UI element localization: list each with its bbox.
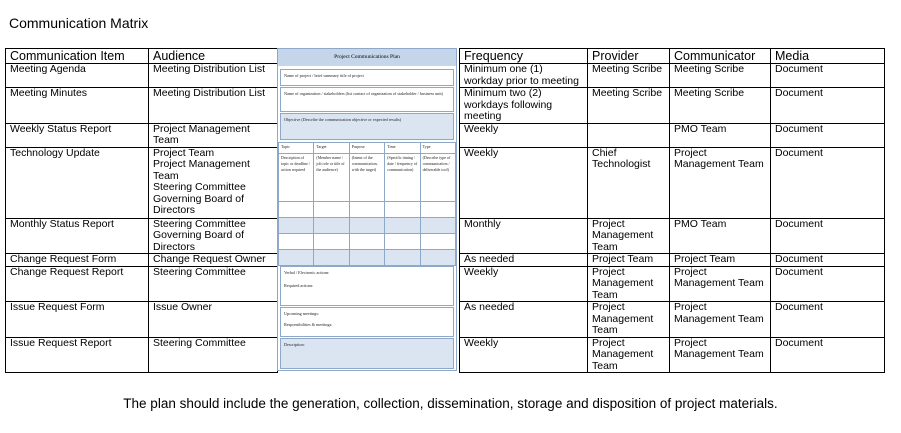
thumbnail-box: Objective (Describe the communication objective or expected results) [280,113,454,140]
cell-audience: Steering Committee [149,266,278,302]
page-title: Communication Matrix [9,15,149,31]
cell-media: Document [771,266,885,302]
cell-audience: Steering Committee Governing Board of Directors [149,218,278,254]
cell-frequency: Minimum two (2) workdays following meeting [460,88,588,124]
cell-audience: Meeting Distribution List [149,64,278,88]
cell-item: Change Request Form [6,254,149,267]
thumbnail-grid-cell: (Member name / job role or title of the audience) [314,154,349,202]
thumbnail-text: Upcoming meetings: [284,311,320,316]
cell-media: Document [771,254,885,267]
cell-audience: Project Management Team [149,123,278,147]
cell-communicator: Project Management Team [670,337,771,373]
cell-item: Issue Request Report [6,337,149,373]
cell-frequency: Monthly [460,218,588,254]
cell-communicator: Project Team [670,254,771,267]
cell-audience: Change Request Owner [149,254,278,267]
thumbnail-text: Verbal / Electronic actions: [284,270,330,275]
header-frequency: Frequency [460,49,588,64]
thumbnail-box [280,307,454,337]
cell-provider: Project Management Team [588,266,670,302]
cell-frequency: Weekly [460,337,588,373]
cell-media: Document [771,88,885,124]
cell-communicator: Meeting Scribe [670,88,771,124]
cell-frequency: As needed [460,302,588,338]
thumbnail-text: Responsibilities & meetings: [284,322,333,327]
cell-provider: Project Management Team [588,218,670,254]
cell-frequency: Weekly [460,123,588,147]
thumbnail-grid-cell: Description of topic or deadline / action required [279,154,314,202]
cell-frequency: Weekly [460,266,588,302]
cell-item: Technology Update [6,147,149,218]
cell-audience: Meeting Distribution List [149,88,278,124]
communications-plan-thumbnail [277,48,457,371]
cell-media: Document [771,337,885,373]
thumbnail-box: Name of project / brief summary title of project [280,69,454,86]
cell-audience: Issue Owner [149,302,278,338]
cell-frequency: As needed [460,254,588,267]
thumbnail-grid-cell: (Intent of the communication, with the target) [349,154,384,202]
thumbnail-grid-header: Target [314,143,349,154]
header-media: Media [771,49,885,64]
thumbnail-box: Name of organization / stakeholders (list contact of organization of stakeholder / business unit) [280,87,454,112]
cell-audience: Steering Committee [149,337,278,373]
cell-media: Document [771,123,885,147]
thumbnail-grid-cell: (Describe type of communication / deliverable tool) [420,154,455,202]
thumbnail-grid [278,142,456,266]
cell-provider: Project Management Team [588,337,670,373]
cell-communicator: PMO Team [670,123,771,147]
cell-media: Document [771,302,885,338]
cell-item: Change Request Report [6,266,149,302]
cell-provider [588,123,670,147]
cell-media: Document [771,218,885,254]
header-communicator: Communicator [670,49,771,64]
thumbnail-grid-header: Topic [279,143,314,154]
thumbnail-text: Required actions: [284,283,314,288]
cell-communicator: Project Management Team [670,266,771,302]
cell-item: Weekly Status Report [6,123,149,147]
header-audience: Audience [149,49,278,64]
cell-provider: Chief Technologist [588,147,670,218]
cell-communicator: Meeting Scribe [670,64,771,88]
cell-communicator: PMO Team [670,218,771,254]
cell-communicator: Project Management Team [670,302,771,338]
thumbnail-grid-cell: (Specific timing / date / frequency of communication) [385,154,420,202]
footer-note: The plan should include the generation, collection, dissemination, storage and disposition of project materials. [123,396,778,411]
thumbnail-header: Project Communications Plan [278,49,456,66]
cell-media: Document [771,64,885,88]
cell-item: Meeting Agenda [6,64,149,88]
cell-item: Meeting Minutes [6,88,149,124]
cell-item: Monthly Status Report [6,218,149,254]
cell-provider: Project Team [588,254,670,267]
header-communication-item: Communication Item [6,49,149,64]
header-provider: Provider [588,49,670,64]
cell-frequency: Minimum one (1) workday prior to meeting [460,64,588,88]
cell-provider: Meeting Scribe [588,88,670,124]
cell-media: Document [771,147,885,218]
thumbnail-grid-header: Time [385,143,420,154]
thumbnail-box: Description: [280,338,454,369]
thumbnail-grid-header: Purpose [349,143,384,154]
cell-communicator: Project Management Team [670,147,771,218]
cell-frequency: Weekly [460,147,588,218]
cell-provider: Meeting Scribe [588,64,670,88]
cell-item: Issue Request Form [6,302,149,338]
thumbnail-grid-header: Type [420,143,455,154]
thumbnail-box [280,266,454,306]
cell-provider: Project Management Team [588,302,670,338]
cell-audience: Project Team Project Management Team Steering Committee Governing Board of Directors [149,147,278,218]
